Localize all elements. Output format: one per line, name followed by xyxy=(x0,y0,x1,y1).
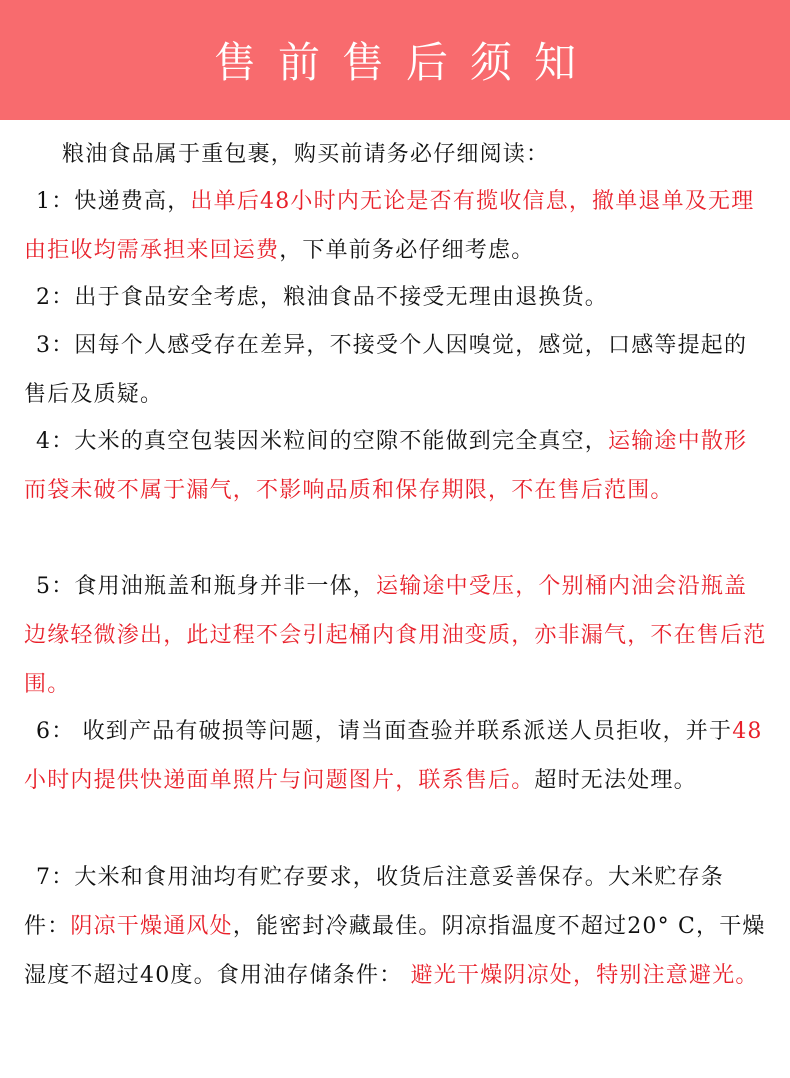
header-banner xyxy=(0,0,790,120)
notice-item-7 xyxy=(24,853,769,1000)
item-text: 超时无法处理。 xyxy=(534,768,697,793)
notice-item-3 xyxy=(24,321,769,419)
item-number: 7： xyxy=(36,865,75,890)
item-number: 5： xyxy=(36,574,75,599)
page-title: 售前售后须知 xyxy=(213,38,598,87)
item-number: 2： xyxy=(36,285,75,310)
item-text: 出于食品安全考虑，粮油食品不接受无理由退换货。 xyxy=(74,285,609,310)
item-highlight-text: 运输途中受压，个别桶内油会沿瓶盖边缘轻微渗出，此过程不会引起桶内食用油变质，亦非漏气，不在售后范围。 xyxy=(24,574,767,697)
intro-text: 粮油食品属于重包裹，购买前请务必仔细阅读： xyxy=(62,142,550,167)
item-number: 4： xyxy=(36,429,75,454)
notice-item-6 xyxy=(24,707,769,805)
item-text: 大米的真空包装因米粒间的空隙不能做到完全真空， xyxy=(74,429,609,454)
notice-item-1 xyxy=(24,177,769,275)
item-highlight-text: 48小时内提供快递面单照片与问题图片，联系售后。 xyxy=(24,719,763,793)
item-text: 快递费高， xyxy=(74,189,191,214)
notice-item-5 xyxy=(24,562,769,709)
item-highlight-text: 避光干燥阴凉处，特别注意避光。 xyxy=(402,963,759,988)
item-text: 食用油瓶盖和瓶身并非一体， xyxy=(74,574,377,599)
item-number: 1： xyxy=(36,189,75,214)
notice-item-2 xyxy=(24,273,769,322)
item-text: ，能密封冷藏最佳。阴凉指温度不超过20° C，干燥湿度不超过40度。食用油存储条件： xyxy=(24,914,766,988)
item-highlight-text: 出单后48小时内无论是否有揽收信息，撤单退单及无理由拒收均需承担来回运费 xyxy=(24,189,755,263)
notice-item-4 xyxy=(24,417,769,515)
item-text: 大米和食用油均有贮存要求，收货后注意妥善保存。大米贮存条件： xyxy=(24,865,725,939)
item-highlight-text: 运输途中散形而袋未破不属于漏气，不影响品质和保存期限，不在售后范围。 xyxy=(24,429,748,503)
item-number: 6： xyxy=(36,719,75,744)
item-text: 因每个人感受存在差异，不接受个人因嗅觉，感觉，口感等提起的售后及质疑。 xyxy=(24,333,748,407)
item-number: 3： xyxy=(36,333,75,358)
item-text: ，下单前务必仔细考虑。 xyxy=(279,238,535,263)
item-highlight-text: 阴凉干燥通风处 xyxy=(70,914,233,939)
item-text: 收到产品有破损等问题，请当面查验并联系派送人员拒收，并于 xyxy=(74,719,733,744)
